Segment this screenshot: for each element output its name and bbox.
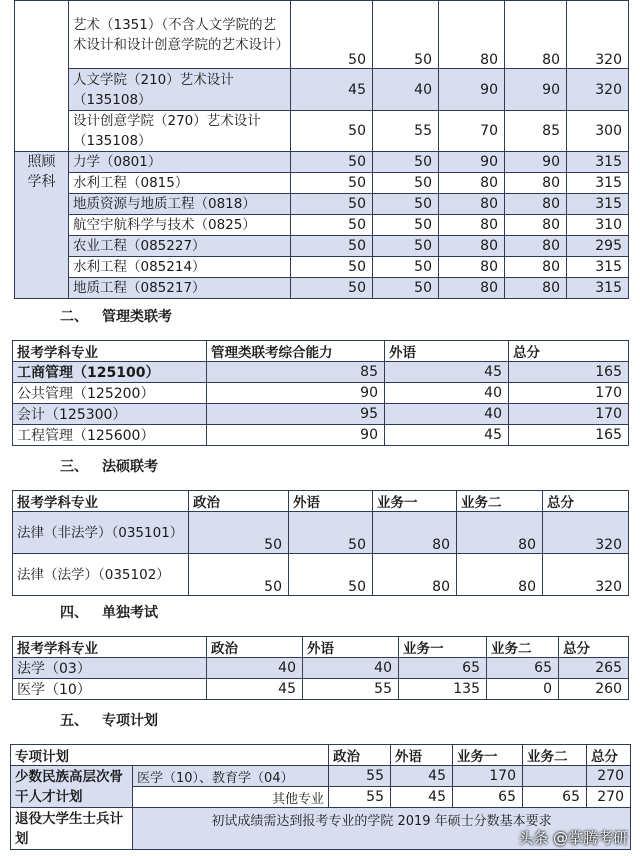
cell: 50	[291, 152, 373, 173]
table-row	[15, 69, 629, 111]
cell: 65	[523, 787, 587, 808]
cell: 40	[303, 658, 399, 679]
cell: 80	[505, 215, 567, 236]
table-header-row	[11, 745, 631, 766]
column-header: 外语	[289, 491, 373, 512]
cell: 50	[291, 278, 373, 299]
cell: 320	[567, 1, 629, 69]
row-name: 地质工程（085217）	[69, 278, 291, 299]
column-header: 业务二	[523, 745, 587, 766]
cell: 80	[439, 173, 505, 194]
row-name: 人文学院（210）艺术设计（135108）	[69, 69, 291, 111]
table-row	[15, 236, 629, 257]
cell: 315	[567, 194, 629, 215]
cell: 320	[543, 512, 629, 554]
cell: 55	[329, 787, 391, 808]
row-name: 工程管理（125600）	[13, 425, 207, 446]
cell: 50	[373, 215, 439, 236]
cell: 80	[505, 173, 567, 194]
cell: 70	[439, 111, 505, 152]
section4-table	[12, 636, 629, 700]
section-title: 法硕联考	[102, 459, 158, 475]
section5-heading	[60, 710, 158, 730]
cell: 310	[567, 215, 629, 236]
section-number: 三、	[60, 459, 88, 475]
cell: 95	[207, 404, 385, 425]
cell: 40	[385, 383, 509, 404]
cell: 315	[567, 278, 629, 299]
cell: 50	[189, 554, 289, 596]
cell: 50	[373, 257, 439, 278]
table-row	[13, 425, 629, 446]
section3-table	[12, 490, 629, 596]
plan-name: 退役大学生士兵计划	[11, 808, 133, 850]
section-number: 四、	[60, 605, 88, 621]
cell: 320	[567, 69, 629, 111]
section4-heading	[60, 602, 158, 622]
watermark: 头条 @掌腾考研	[518, 829, 628, 847]
section2-table	[12, 340, 629, 446]
column-header: 外语	[385, 341, 509, 362]
cell: 50	[373, 152, 439, 173]
cell: 265	[559, 658, 629, 679]
cell: 50	[291, 194, 373, 215]
column-header: 总分	[543, 491, 629, 512]
section-title: 单独考试	[102, 605, 158, 621]
cell: 50	[291, 215, 373, 236]
cell: 90	[505, 152, 567, 173]
cell: 50	[373, 194, 439, 215]
row-name: 水利工程（085214）	[69, 257, 291, 278]
cell: 80	[505, 236, 567, 257]
cell: 90	[439, 69, 505, 111]
cell: 50	[373, 278, 439, 299]
cell: 55	[373, 111, 439, 152]
plan-note: 初试成绩需达到报考专业的学院 2019 年硕士分数基本要求	[133, 808, 631, 850]
section1-table	[14, 0, 629, 299]
cell: 45	[207, 679, 303, 700]
table-row	[11, 766, 631, 787]
cell: 55	[303, 679, 399, 700]
row-name: 农业工程（085227）	[69, 236, 291, 257]
table-row	[15, 111, 629, 152]
cell: 45	[391, 766, 453, 787]
row-name: 地质资源与地质工程（0818）	[69, 194, 291, 215]
column-header: 总分	[559, 637, 629, 658]
section-number: 二、	[60, 309, 88, 325]
cell: 295	[567, 236, 629, 257]
cell: 170	[509, 404, 629, 425]
row-name: 工商管理（125100）	[13, 362, 207, 383]
row-name: 公共管理（125200）	[13, 383, 207, 404]
table-row	[15, 173, 629, 194]
cell: 80	[373, 512, 457, 554]
cell: 260	[559, 679, 629, 700]
table-row	[15, 215, 629, 236]
cell: 270	[587, 787, 631, 808]
cell: 80	[505, 257, 567, 278]
table-row	[13, 554, 629, 596]
cell: 40	[385, 404, 509, 425]
cell: 80	[505, 278, 567, 299]
cell: 80	[505, 1, 567, 69]
cell: 50	[373, 236, 439, 257]
row-name: 会计（125300）	[13, 404, 207, 425]
section2-heading	[60, 306, 172, 326]
cell: 40	[207, 658, 303, 679]
table-row	[13, 512, 629, 554]
cell: 50	[189, 512, 289, 554]
cell: 85	[505, 111, 567, 152]
cell: 170	[453, 766, 523, 787]
cell: 300	[567, 111, 629, 152]
column-header: 业务一	[453, 745, 523, 766]
cell: 80	[439, 236, 505, 257]
table-row	[13, 383, 629, 404]
column-header: 报考学科专业	[13, 491, 189, 512]
row-name: 艺术（1351）（不含人文学院的艺术设计和设计创意学院的艺术设计）	[69, 1, 291, 69]
cell: 80	[457, 512, 543, 554]
cell: 315	[567, 152, 629, 173]
column-header: 业务二	[457, 491, 543, 512]
cell: 170	[509, 383, 629, 404]
plan-name: 少数民族高层次骨干人才计划	[11, 766, 133, 808]
table-row	[15, 257, 629, 278]
column-header: 外语	[303, 637, 399, 658]
cell: 50	[289, 554, 373, 596]
cell: 80	[439, 215, 505, 236]
cell: 80	[505, 194, 567, 215]
column-header: 管理类联考综合能力	[207, 341, 385, 362]
section-title: 管理类联考	[102, 309, 172, 325]
row-name: 法律（法学）（035102）	[13, 554, 189, 596]
cell: 80	[439, 278, 505, 299]
row-name: 医学（10）	[13, 679, 207, 700]
cell: 270	[587, 766, 631, 787]
cell: 0	[487, 679, 559, 700]
cell: 65	[487, 658, 559, 679]
cell: 50	[289, 512, 373, 554]
table-row	[15, 194, 629, 215]
cell: 90	[505, 69, 567, 111]
cell: 90	[207, 383, 385, 404]
section3-heading	[60, 456, 158, 476]
table-header-row	[13, 491, 629, 512]
cell: 45	[391, 787, 453, 808]
cell: 45	[385, 425, 509, 446]
group-label: 照顾学科	[15, 152, 69, 299]
cell: 80	[457, 554, 543, 596]
cell: 80	[439, 257, 505, 278]
table-row	[15, 1, 629, 69]
sub-category: 其他专业	[133, 787, 329, 808]
table-row	[13, 658, 629, 679]
cell: 80	[439, 194, 505, 215]
table-header-row	[13, 341, 629, 362]
section-number: 五、	[60, 713, 88, 729]
cell: 65	[453, 787, 523, 808]
table-row	[13, 679, 629, 700]
column-header: 专项计划	[11, 745, 329, 766]
cell: 45	[291, 69, 373, 111]
cell: 55	[329, 766, 391, 787]
column-header: 外语	[391, 745, 453, 766]
row-name: 法学（03）	[13, 658, 207, 679]
cell: 50	[291, 236, 373, 257]
column-header: 报考学科专业	[13, 341, 207, 362]
cell: 40	[373, 69, 439, 111]
column-header: 业务一	[373, 491, 457, 512]
cell: 45	[385, 362, 509, 383]
column-header: 政治	[207, 637, 303, 658]
cell: 135	[399, 679, 487, 700]
cell: 50	[291, 173, 373, 194]
column-header: 总分	[587, 745, 631, 766]
column-header: 政治	[189, 491, 289, 512]
cell: 165	[509, 362, 629, 383]
row-name: 力学（0801）	[69, 152, 291, 173]
sub-category: 医学（10）、教育学（04）	[133, 766, 329, 787]
row-name: 水利工程（0815）	[69, 173, 291, 194]
cell: 165	[509, 425, 629, 446]
table-row	[15, 152, 629, 173]
row-name: 航空宇航科学与技术（0825）	[69, 215, 291, 236]
cell: 50	[373, 1, 439, 69]
row-name: 设计创意学院（270）艺术设计（135108）	[69, 111, 291, 152]
cell: 80	[373, 554, 457, 596]
cell: 90	[207, 425, 385, 446]
table-header-row	[13, 637, 629, 658]
column-header: 报考学科专业	[13, 637, 207, 658]
cell: 50	[291, 1, 373, 69]
cell: 85	[207, 362, 385, 383]
column-header: 业务一	[399, 637, 487, 658]
cell: 65	[399, 658, 487, 679]
group-cell-blank	[15, 1, 69, 152]
cell: 90	[439, 152, 505, 173]
cell: 50	[373, 173, 439, 194]
cell: 315	[567, 173, 629, 194]
cell: 50	[291, 111, 373, 152]
column-header: 总分	[509, 341, 629, 362]
table-row	[15, 278, 629, 299]
table-row	[13, 362, 629, 383]
cell: 80	[439, 1, 505, 69]
column-header: 政治	[329, 745, 391, 766]
cell	[523, 766, 587, 787]
cell: 315	[567, 257, 629, 278]
row-name: 法律（非法学）（035101）	[13, 512, 189, 554]
table-row	[13, 404, 629, 425]
column-header: 业务二	[487, 637, 559, 658]
section-title: 专项计划	[102, 713, 158, 729]
cell: 320	[543, 554, 629, 596]
cell: 50	[291, 257, 373, 278]
